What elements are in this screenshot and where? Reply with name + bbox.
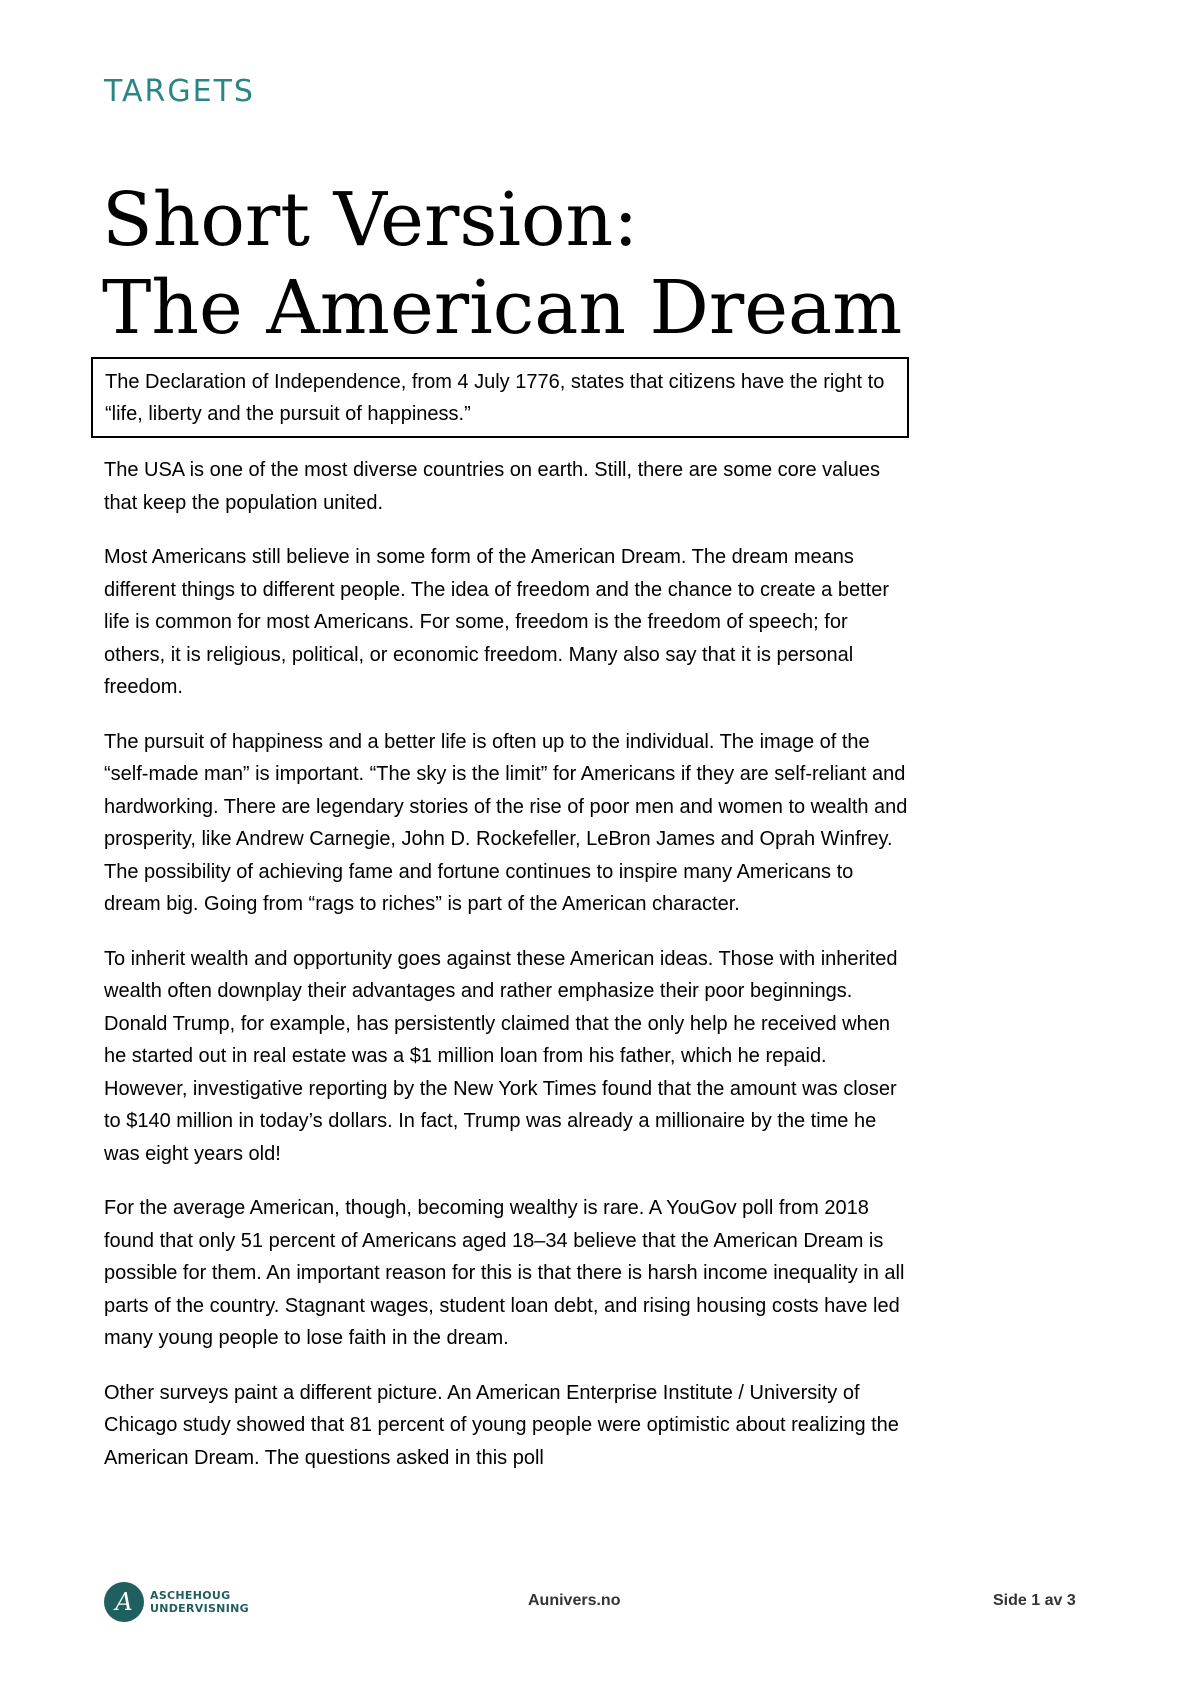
footer-site-link[interactable]: Aunivers.no xyxy=(528,1592,621,1609)
logo-icon: A xyxy=(104,1582,144,1622)
title-line-1: Short Version: xyxy=(102,177,639,263)
paragraph: Other surveys paint a different picture. An American Enterprise Institute / University of Chicago study showed that 81 percent of young people were optimistic about realizing the American Dream. The questions asked in this poll xyxy=(104,1381,899,1469)
paragraph: To inherit wealth and opportunity goes against these American ideas. Those with inherited wealth often downplay their advantages and rather emphasize their poor beginnings. Donald Trump, for example, has persistently claimed that the only help he received when he started out in real estate was a $1 million loan from his father, which he repaid. However, investigative reporting by the New York Times found that the amount was closer to $140 million in today’s dollars. In fact, Trump was already a millionaire by the time he was eight years old! xyxy=(104,947,898,1165)
publisher-logo xyxy=(104,1582,249,1622)
paragraph: The USA is one of the most diverse countries on earth. Still, there are some core values that keep the population united. xyxy=(104,459,880,514)
logo-line-2: UNDERVISNING xyxy=(150,1602,249,1615)
page-footer xyxy=(0,1582,1200,1642)
page-number: Side 1 av 3 xyxy=(993,1592,1076,1609)
paragraph: For the average American, though, becoming wealthy is rare. A YouGov poll from 2018 found that only 51 percent of Americans aged 18–34 believe that the American Dream is possible for them. An important reason for this is that there is harsh income inequality in all parts of the country. Stagnant wages, student loan debt, and rising housing costs have led many young people to lose faith in the dream. xyxy=(104,1197,905,1349)
paragraph: Most Americans still believe in some form of the American Dream. The dream means different things to different people. The idea of freedom and the chance to create a better life is common for most Americans. For some, freedom is the freedom of speech; for others, it is religious, political, or economic freedom. Many also say that it is personal freedom. xyxy=(104,546,889,698)
callout-box: The Declaration of Independence, from 4 July 1776, states that citizens have the right to “life, liberty and the pursuit of happiness.” xyxy=(91,357,909,438)
logo-line-1: ASCHEHOUG xyxy=(150,1589,231,1602)
page-title xyxy=(102,176,902,352)
body-text xyxy=(104,454,912,1496)
brand-heading: TARGETS xyxy=(104,74,255,109)
title-line-2: The American Dream xyxy=(102,265,903,351)
paragraph: The pursuit of happiness and a better life is often up to the individual. The image of the “self-made man” is important. “The sky is the limit” for Americans if they are self-reliant and hardworking. There are legendary stories of the rise of poor men and women to wealth and prosperity, like Andrew Carnegie, John D. Rockefeller, LeBron James and Oprah Winfrey. The possibility of achieving fame and fortune continues to inspire many Americans to dream big. Going from “rags to riches” is part of the American character. xyxy=(104,730,908,915)
logo-wordmark xyxy=(150,1589,249,1615)
